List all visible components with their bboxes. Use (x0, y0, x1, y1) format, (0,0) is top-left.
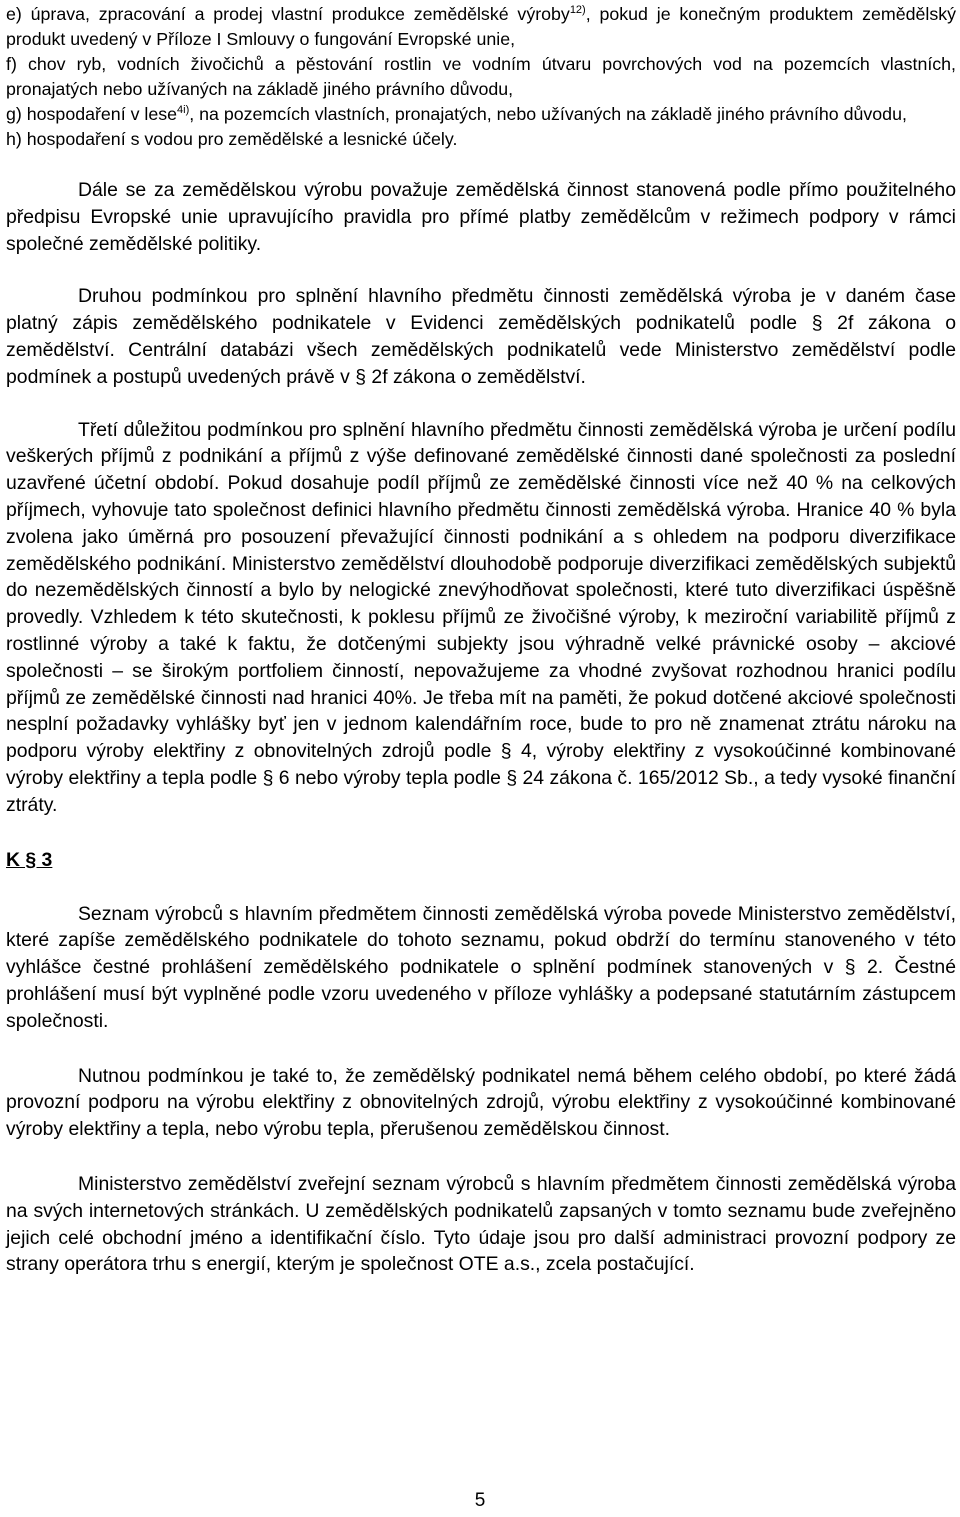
list-text: hospodaření s vodou pro zemědělské a lesnické účely. (26, 129, 458, 149)
paragraph-2: Druhou podmínkou pro splnění hlavního předmětu činnosti zemědělská výroba je v daném čase platný zápis zemědělského podnikatele v Evidenci zemědělských podnikatelů podle § 2f zákona o zemědělství. Centrální databázi všech zemědělských podnikatelů vede Ministerstvo zemědělství podle podmínek a postupů uvedených právě v § 2f zákona o zemědělství. (6, 285, 956, 388)
list-text: úprava, zpracování a prodej vlastní produkce zemědělské výroby (30, 4, 570, 24)
page-number: 5 (474, 1490, 486, 1511)
paragraph-4: Seznam výrobců s hlavním předmětem činnosti zemědělská výroba povede Ministerstvo zemědělství, které zapíše zemědělského podnikatele do tohoto seznamu, pokud obdrží do termínu stanoveného v této vyhlášce čestné prohlášení zemědělského podnikatele o splnění podmínek stanovených v § 2. Čestné prohlášení musí být vyplněné podle vzoru uvedeného v příloze vyhlášky a podepsané statutárním zástupcem společnosti. (6, 902, 956, 1032)
lettered-list (6, 0, 956, 152)
list-text: , pokud je konečným produktem zemědělský produkt uvedený v Příloze I Smlouvy o fungování Evropské unie, (6, 4, 956, 49)
section-heading: K § 3 (6, 848, 53, 871)
footnote-ref: 12) (569, 4, 586, 16)
list-item-f (6, 52, 956, 102)
paragraph-6: Ministerstvo zemědělství zveřejní seznam výrobců s hlavním předmětem činnosti zemědělská výroba na svých internetových stránkách. U zemědělských podnikatelů zapsaných v tomto seznamu bude zveřejněno jejich celé obchodní jméno a identifikační číslo. Tyto údaje jsou pro další administraci provozní podpory ze strany operátora trhu s energií, kterým je společnost OTE a.s., zcela postačující. (6, 1172, 956, 1276)
list-letter: f) (6, 54, 17, 74)
paragraph-3: Třetí důležitou podmínkou pro splnění hlavního předmětu činnosti zemědělská výroba je určení podílu veškerých příjmů z podnikání a příjmů z výše definované zemědělské činnosti dané společnosti za poslední uzavřené účetní období. Pokud dosahuje podíl příjmů ze zemědělské činnosti více než 40 % na celkových příjmech, vyhovuje tato společnost definici hlavního předmětu činnosti zemědělská výroba. Hranice 40 % byla zvolena jako úměrná pro posouzení převažující činnosti podnikání a s ohledem na podporu diverzifikace zemědělského podnikání. Ministerstvo zemědělství dlouhodobě podporuje diverzifikaci zemědělských subjektů do nezemědělských činností a bylo by nelogické znevýhodňovat společnosti, které tuto diverzifikaci úspěšně provedly. Vzhledem k této skutečnosti, k poklesu příjmů ze živočišné výroby, k meziroční variabilitě příjmů z rostlinné výroby a také k faktu, že dotčenými subjekty jsou výhradně velké právnické osoby – akciové společnosti – se širokým portfoliem činností, nepovažujeme za vhodné zvyšovat rozhodnou hranici podílu příjmů ze zemědělské činnosti nad hranici 40%. Je třeba mít na paměti, že pokud dotčené akciové společnosti nesplní požadavky vyhlášky byť jen v jednom kalendářním roce, bude to pro ně znamenat ztrátu nároku na podporu výroby elektřiny z obnovitelných zdrojů podle § 4, výroby elektřiny z vysokoúčinné kombinované výroby elektřiny a tepla podle § 6 nebo výroby tepla podle § 24 zákona č. 165/2012 Sb., a tedy vysoké finanční ztráty. (6, 418, 956, 816)
paragraph-5: Nutnou podmínkou je také to, že zemědělský podnikatel nemá během celého období, po které žádá provozní podporu na výrobu elektřiny z obnovitelných zdrojů, výrobu elektřiny z vysokoúčinné kombinované výroby elektřiny a tepla, nebo výrobu tepla, přerušenou zemědělskou činnost. (6, 1064, 956, 1141)
list-item-g (6, 102, 956, 127)
list-text: chov ryb, vodních živočichů a pěstování rostlin ve vodním útvaru povrchových vod na pozemcích vlastních, pronajatých nebo užívaných na základě jiného právního důvodu, (6, 54, 956, 99)
list-letter: h) (6, 129, 22, 149)
list-letter: e) (6, 4, 22, 24)
list-item-h (6, 127, 956, 152)
list-item-e (6, 2, 956, 52)
list-text: , na pozemcích vlastních, pronajatých, nebo užívaných na základě jiného právního důvodu, (189, 104, 907, 124)
list-letter: g) (6, 104, 22, 124)
footnote-ref: 4i) (177, 104, 190, 116)
document-page (6, 0, 956, 1278)
paragraph-1: Dále se za zemědělskou výrobu považuje zemědělská činnost stanovená podle přímo použitelného předpisu Evropské unie upravujícího pravidla pro přímé platby zemědělcům v režimech podpory v rámci společné zemědělské politiky. (6, 179, 956, 255)
list-text: hospodaření v lese (26, 104, 178, 124)
